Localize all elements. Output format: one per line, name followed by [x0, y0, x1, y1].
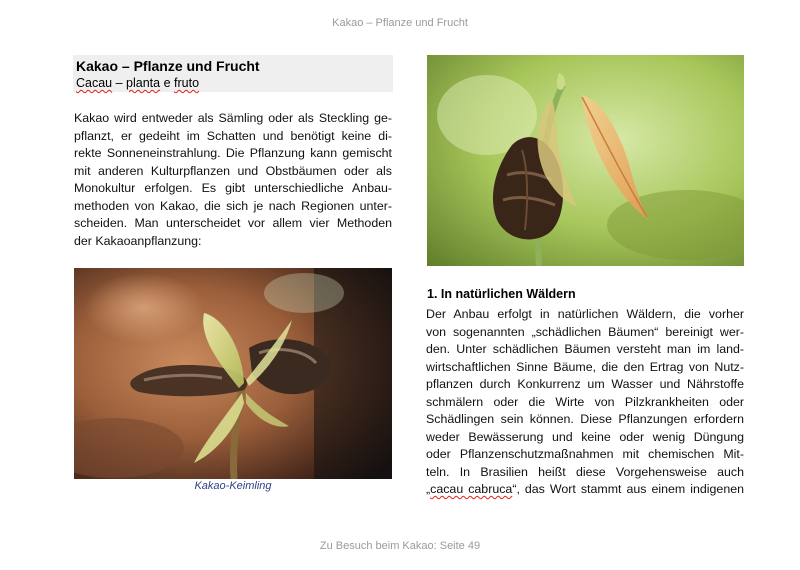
text-line: teln. In Brasilien heißt diese Vorgehensweise auch — [426, 464, 744, 479]
title-block — [73, 55, 393, 92]
subtitle-word: planta — [126, 76, 161, 90]
text-line: der Kakaoanpflanzung: — [74, 233, 202, 248]
cocoa-sprout-photo — [427, 55, 744, 266]
subtitle-word: Cacau — [76, 76, 113, 90]
text-line: Schädlingen sein können. Diese Pflanzungen erfordern — [426, 412, 744, 426]
text-line: mit anderen Kulturpflanzen und Obstbäumen oder als — [74, 163, 392, 178]
subtitle-word: fruto — [174, 76, 200, 90]
cocoa-seedling-photo — [74, 268, 392, 479]
running-header: Kakao – Pflanze und Frucht — [332, 17, 468, 29]
cocoa-sprout-illustration — [427, 55, 744, 266]
text-line: methoden von Kakao, die sich je nach Regionen unter- — [74, 198, 392, 213]
text-line: pflanzen durch Konkurrenz um Wasser und Nährstoffe — [426, 377, 744, 391]
text-line: pflanzt, er gedeiht im Schatten und benötigt keine di- — [74, 128, 392, 143]
subtitle-separator: e — [160, 76, 175, 90]
text-line: Der Anbau erfolgt in natürlichen Wäldern, die vorher — [426, 307, 744, 321]
image-caption: Kakao-Keimling — [194, 480, 272, 492]
section-heading: 1. In natürlichen Wäldern — [427, 287, 576, 301]
running-footer: Zu Besuch beim Kakao: Seite 49 — [319, 540, 481, 552]
text-line: schmälern oder die Wirte von Pilzkrankheiten oder — [426, 394, 744, 409]
text-line: oder Pflanzenschutzmaßnahmen mit chemischen Mit- — [426, 447, 744, 461]
intro-paragraph — [74, 110, 392, 250]
page-subtitle — [76, 76, 199, 90]
page-title: Kakao – Pflanze und Frucht — [76, 58, 260, 74]
text-line: den. Unter schädlichen Bäumen versteht man im land- — [426, 342, 744, 356]
text-line — [426, 481, 744, 499]
text-line: Kakao wird entweder als Sämling oder als Steckling ge- — [74, 111, 392, 125]
term-cacau-cabruca: cacau cabruca — [430, 482, 513, 496]
text-line: Monokultur erfolgen. Es gibt unterschiedliche Anbau- — [74, 181, 392, 195]
text-line: weder Bewässerung und keine oder wenig Düngung — [426, 429, 744, 444]
text-line: rekte Sonneneinstrahlung. Die Pflanzung kann gemischt — [74, 146, 392, 160]
text-fragment: “, das Wort stammt aus einem indigenen — [512, 482, 744, 496]
text-line: scheiden. Man unterscheidet vor allem vier Methoden — [74, 216, 392, 230]
quote-open: „ — [426, 482, 431, 496]
section-paragraph — [426, 306, 744, 499]
text-line: wirtschaftlichen Sinne Bäume, die den Ertrag von Nutz- — [426, 359, 744, 374]
text-line: von sogenannten „schädlichen Bäumen“ bereinigt wer- — [426, 324, 744, 339]
subtitle-separator: – — [112, 76, 127, 90]
cocoa-seedling-illustration — [74, 268, 392, 479]
